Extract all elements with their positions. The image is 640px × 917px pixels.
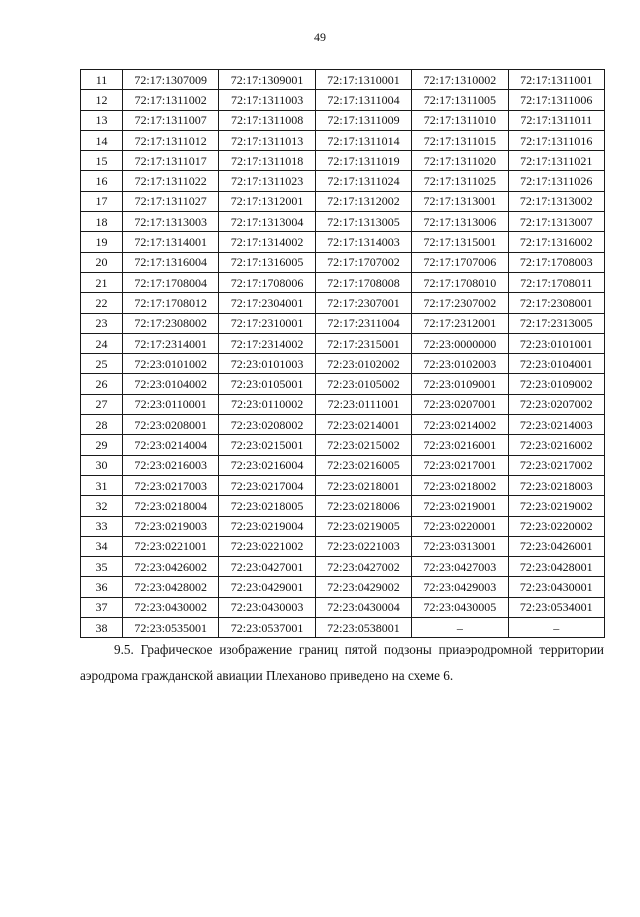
table-row — [81, 191, 605, 211]
cadastral-number-cell: 72:23:0427001 — [219, 557, 315, 577]
cadastral-number-cell: 72:17:1311016 — [508, 130, 604, 150]
cadastral-number-cell: 72:23:0428002 — [123, 577, 219, 597]
cadastral-number-cell: 72:23:0313001 — [412, 536, 508, 556]
cadastral-number-cell: 72:17:1311011 — [508, 110, 604, 130]
cadastral-number-cell: 72:17:1314001 — [123, 232, 219, 252]
cadastral-number-cell: 72:23:0110002 — [219, 394, 315, 414]
cadastral-number-cell: 72:23:0208002 — [219, 415, 315, 435]
cadastral-number-cell: 72:17:1311018 — [219, 151, 315, 171]
cadastral-number-cell: 72:17:1311010 — [412, 110, 508, 130]
cadastral-number-cell: 72:17:1311007 — [123, 110, 219, 130]
row-number-cell: 17 — [81, 191, 123, 211]
cadastral-number-cell: 72:23:0216005 — [315, 455, 411, 475]
row-number-cell: 26 — [81, 374, 123, 394]
row-number-cell: 11 — [81, 70, 123, 90]
row-number-cell: 21 — [81, 272, 123, 292]
cadastral-number-cell: 72:23:0218006 — [315, 496, 411, 516]
cadastral-number-cell: 72:17:2310001 — [219, 313, 315, 333]
cadastral-number-cell: 72:17:1313002 — [508, 191, 604, 211]
cadastral-number-cell: 72:23:0000000 — [412, 333, 508, 353]
cadastral-number-cell: 72:23:0429001 — [219, 577, 315, 597]
table-row — [81, 313, 605, 333]
cadastral-number-cell: 72:23:0426002 — [123, 557, 219, 577]
cadastral-number-cell: 72:23:0110001 — [123, 394, 219, 414]
row-number-cell: 32 — [81, 496, 123, 516]
cadastral-number-cell: 72:17:1313005 — [315, 212, 411, 232]
table-row — [81, 110, 605, 130]
cadastral-number-cell: 72:23:0214004 — [123, 435, 219, 455]
cadastral-number-cell: 72:23:0219003 — [123, 516, 219, 536]
table-row — [81, 536, 605, 556]
cadastral-number-cell: 72:23:0104002 — [123, 374, 219, 394]
row-number-cell: 19 — [81, 232, 123, 252]
cadastral-number-cell: 72:17:1708006 — [219, 272, 315, 292]
cadastral-number-cell: 72:23:0109002 — [508, 374, 604, 394]
cadastral-number-cell: 72:17:1316005 — [219, 252, 315, 272]
table-row — [81, 618, 605, 638]
cadastral-number-cell: 72:17:1708008 — [315, 272, 411, 292]
table-row — [81, 212, 605, 232]
cadastral-number-cell: 72:17:1311003 — [219, 90, 315, 110]
cadastral-number-cell: 72:23:0430005 — [412, 597, 508, 617]
row-number-cell: 28 — [81, 415, 123, 435]
cadastral-number-cell: 72:23:0105001 — [219, 374, 315, 394]
cadastral-number-cell: 72:23:0214002 — [412, 415, 508, 435]
cadastral-number-cell: 72:23:0220002 — [508, 516, 604, 536]
cadastral-number-cell: 72:17:1314003 — [315, 232, 411, 252]
row-number-cell: 31 — [81, 475, 123, 495]
cadastral-number-cell: 72:23:0221001 — [123, 536, 219, 556]
cadastral-number-cell: 72:17:2315001 — [315, 333, 411, 353]
cadastral-number-cell: 72:17:1311005 — [412, 90, 508, 110]
cadastral-number-cell: 72:17:1708003 — [508, 252, 604, 272]
cadastral-number-cell: 72:23:0105002 — [315, 374, 411, 394]
cadastral-number-cell: 72:17:1311021 — [508, 151, 604, 171]
cadastral-number-cell: 72:17:1707006 — [412, 252, 508, 272]
table-row — [81, 516, 605, 536]
row-number-cell: 33 — [81, 516, 123, 536]
cadastral-number-cell: 72:23:0217003 — [123, 475, 219, 495]
cadastral-number-cell: 72:17:1313004 — [219, 212, 315, 232]
row-number-cell: 38 — [81, 618, 123, 638]
row-number-cell: 35 — [81, 557, 123, 577]
cadastral-number-cell: 72:17:1313001 — [412, 191, 508, 211]
cadastral-number-cell: 72:23:0537001 — [219, 618, 315, 638]
cadastral-number-cell: 72:17:2314001 — [123, 333, 219, 353]
cadastral-number-cell: 72:23:0215001 — [219, 435, 315, 455]
cadastral-number-cell: 72:17:1311006 — [508, 90, 604, 110]
table-row — [81, 394, 605, 414]
cadastral-number-cell: 72:23:0534001 — [508, 597, 604, 617]
cadastral-number-cell: 72:17:1311014 — [315, 130, 411, 150]
table-row — [81, 333, 605, 353]
cadastral-number-cell: 72:23:0218002 — [412, 475, 508, 495]
cadastral-number-cell: 72:23:0216001 — [412, 435, 508, 455]
cadastral-number-cell: 72:17:1311020 — [412, 151, 508, 171]
cadastral-number-cell: 72:17:1312002 — [315, 191, 411, 211]
table-row — [81, 597, 605, 617]
row-number-cell: 25 — [81, 354, 123, 374]
row-number-cell: 34 — [81, 536, 123, 556]
cadastral-number-cell: 72:17:2307001 — [315, 293, 411, 313]
cadastral-number-cell: 72:17:2311004 — [315, 313, 411, 333]
paragraph-text: 9.5. Графическое изображение границ пятой подзоны приаэродромной территории аэродрома гражданской авиации Плеханово приведено на схеме 6. — [80, 642, 604, 683]
cadastral-number-cell: 72:17:1311008 — [219, 110, 315, 130]
cadastral-number-cell: 72:17:1312001 — [219, 191, 315, 211]
table-row — [81, 354, 605, 374]
table-row — [81, 90, 605, 110]
row-number-cell: 37 — [81, 597, 123, 617]
row-number-cell: 12 — [81, 90, 123, 110]
cadastral-number-cell: 72:23:0427002 — [315, 557, 411, 577]
cadastral-number-cell: 72:23:0111001 — [315, 394, 411, 414]
section-paragraph — [80, 637, 604, 689]
cadastral-number-cell: – — [412, 618, 508, 638]
cadastral-number-cell: 72:17:1313007 — [508, 212, 604, 232]
cadastral-number-cell: 72:23:0101002 — [123, 354, 219, 374]
cadastral-number-cell: 72:17:1311019 — [315, 151, 411, 171]
cadastral-number-cell: 72:17:1309001 — [219, 70, 315, 90]
cadastral-number-cell: 72:17:1310001 — [315, 70, 411, 90]
table-row — [81, 435, 605, 455]
cadastral-number-cell: 72:17:1311004 — [315, 90, 411, 110]
cadastral-number-cell: 72:23:0426001 — [508, 536, 604, 556]
row-number-cell: 24 — [81, 333, 123, 353]
cadastral-number-cell: 72:17:1311001 — [508, 70, 604, 90]
cadastral-number-cell: 72:23:0218003 — [508, 475, 604, 495]
cadastral-number-cell: – — [508, 618, 604, 638]
table-row — [81, 293, 605, 313]
cadastral-number-cell: 72:23:0214003 — [508, 415, 604, 435]
row-number-cell: 30 — [81, 455, 123, 475]
cadastral-number-cell: 72:23:0219004 — [219, 516, 315, 536]
cadastral-number-cell: 72:23:0430002 — [123, 597, 219, 617]
table-row — [81, 232, 605, 252]
cadastral-number-cell: 72:17:1708004 — [123, 272, 219, 292]
cadastral-number-cell: 72:17:1307009 — [123, 70, 219, 90]
cadastral-number-cell: 72:23:0429002 — [315, 577, 411, 597]
cadastral-number-cell: 72:23:0216002 — [508, 435, 604, 455]
cadastral-number-cell: 72:17:1311009 — [315, 110, 411, 130]
row-number-cell: 22 — [81, 293, 123, 313]
cadastral-number-cell: 72:23:0217004 — [219, 475, 315, 495]
row-number-cell: 29 — [81, 435, 123, 455]
cadastral-number-cell: 72:17:1314002 — [219, 232, 315, 252]
cadastral-number-cell: 72:17:1311002 — [123, 90, 219, 110]
table-row — [81, 475, 605, 495]
cadastral-number-cell: 72:23:0219005 — [315, 516, 411, 536]
table-row — [81, 130, 605, 150]
cadastral-number-cell: 72:23:0221002 — [219, 536, 315, 556]
cadastral-number-cell: 72:17:2312001 — [412, 313, 508, 333]
row-number-cell: 20 — [81, 252, 123, 272]
cadastral-number-cell: 72:23:0207001 — [412, 394, 508, 414]
table-row — [81, 171, 605, 191]
cadastral-quarters-table — [80, 69, 605, 638]
cadastral-number-cell: 72:23:0538001 — [315, 618, 411, 638]
cadastral-number-cell: 72:17:1311025 — [412, 171, 508, 191]
row-number-cell: 27 — [81, 394, 123, 414]
table-row — [81, 252, 605, 272]
cadastral-number-cell: 72:23:0218004 — [123, 496, 219, 516]
cadastral-number-cell: 72:17:1311026 — [508, 171, 604, 191]
row-number-cell: 16 — [81, 171, 123, 191]
cadastral-number-cell: 72:17:1313003 — [123, 212, 219, 232]
cadastral-number-cell: 72:23:0218001 — [315, 475, 411, 495]
row-number-cell: 23 — [81, 313, 123, 333]
cadastral-number-cell: 72:23:0430003 — [219, 597, 315, 617]
table-row — [81, 415, 605, 435]
cadastral-number-cell: 72:23:0428001 — [508, 557, 604, 577]
table-row — [81, 577, 605, 597]
cadastral-number-cell: 72:23:0535001 — [123, 618, 219, 638]
cadastral-number-cell: 72:23:0208001 — [123, 415, 219, 435]
cadastral-number-cell: 72:23:0221003 — [315, 536, 411, 556]
cadastral-number-cell: 72:17:1311015 — [412, 130, 508, 150]
cadastral-number-cell: 72:23:0109001 — [412, 374, 508, 394]
cadastral-number-cell: 72:17:1708011 — [508, 272, 604, 292]
cadastral-number-cell: 72:17:1708010 — [412, 272, 508, 292]
table-row — [81, 70, 605, 90]
cadastral-number-cell: 72:23:0207002 — [508, 394, 604, 414]
row-number-cell: 36 — [81, 577, 123, 597]
cadastral-number-cell: 72:23:0216003 — [123, 455, 219, 475]
cadastral-number-cell: 72:17:1311017 — [123, 151, 219, 171]
cadastral-number-cell: 72:23:0102002 — [315, 354, 411, 374]
cadastral-number-cell: 72:17:2314002 — [219, 333, 315, 353]
page-number: 49 — [314, 30, 326, 44]
cadastral-number-cell: 72:17:1316002 — [508, 232, 604, 252]
cadastral-number-cell: 72:17:1707002 — [315, 252, 411, 272]
row-number-cell: 14 — [81, 130, 123, 150]
cadastral-number-cell: 72:23:0104001 — [508, 354, 604, 374]
cadastral-number-cell: 72:23:0430004 — [315, 597, 411, 617]
cadastral-number-cell: 72:23:0219002 — [508, 496, 604, 516]
cadastral-number-cell: 72:17:1311027 — [123, 191, 219, 211]
row-number-cell: 13 — [81, 110, 123, 130]
cadastral-number-cell: 72:17:2308002 — [123, 313, 219, 333]
cadastral-number-cell: 72:23:0218005 — [219, 496, 315, 516]
row-number-cell: 18 — [81, 212, 123, 232]
table-row — [81, 151, 605, 171]
cadastral-number-cell: 72:23:0102003 — [412, 354, 508, 374]
table-row — [81, 496, 605, 516]
cadastral-number-cell: 72:23:0217002 — [508, 455, 604, 475]
cadastral-number-cell: 72:17:1313006 — [412, 212, 508, 232]
cadastral-number-cell: 72:23:0219001 — [412, 496, 508, 516]
cadastral-number-cell: 72:17:2308001 — [508, 293, 604, 313]
cadastral-number-cell: 72:23:0430001 — [508, 577, 604, 597]
row-number-cell: 15 — [81, 151, 123, 171]
cadastral-number-cell: 72:23:0101001 — [508, 333, 604, 353]
cadastral-number-cell: 72:17:1316004 — [123, 252, 219, 272]
cadastral-number-cell: 72:17:1311023 — [219, 171, 315, 191]
cadastral-number-cell: 72:23:0427003 — [412, 557, 508, 577]
cadastral-number-cell: 72:23:0429003 — [412, 577, 508, 597]
table-body — [81, 70, 605, 638]
cadastral-number-cell: 72:23:0214001 — [315, 415, 411, 435]
cadastral-number-cell: 72:17:2313005 — [508, 313, 604, 333]
cadastral-number-cell: 72:17:1310002 — [412, 70, 508, 90]
cadastral-number-cell: 72:23:0220001 — [412, 516, 508, 536]
table-row — [81, 557, 605, 577]
cadastral-number-cell: 72:17:2307002 — [412, 293, 508, 313]
cadastral-number-cell: 72:17:2304001 — [219, 293, 315, 313]
cadastral-number-cell: 72:17:1311012 — [123, 130, 219, 150]
table-row — [81, 455, 605, 475]
cadastral-number-cell: 72:17:1708012 — [123, 293, 219, 313]
cadastral-number-cell: 72:17:1315001 — [412, 232, 508, 252]
cadastral-number-cell: 72:23:0217001 — [412, 455, 508, 475]
cadastral-number-cell: 72:23:0216004 — [219, 455, 315, 475]
cadastral-number-cell: 72:23:0101003 — [219, 354, 315, 374]
table-row — [81, 374, 605, 394]
cadastral-number-cell: 72:17:1311024 — [315, 171, 411, 191]
cadastral-number-cell: 72:17:1311013 — [219, 130, 315, 150]
table-row — [81, 272, 605, 292]
cadastral-number-cell: 72:23:0215002 — [315, 435, 411, 455]
cadastral-number-cell: 72:17:1311022 — [123, 171, 219, 191]
